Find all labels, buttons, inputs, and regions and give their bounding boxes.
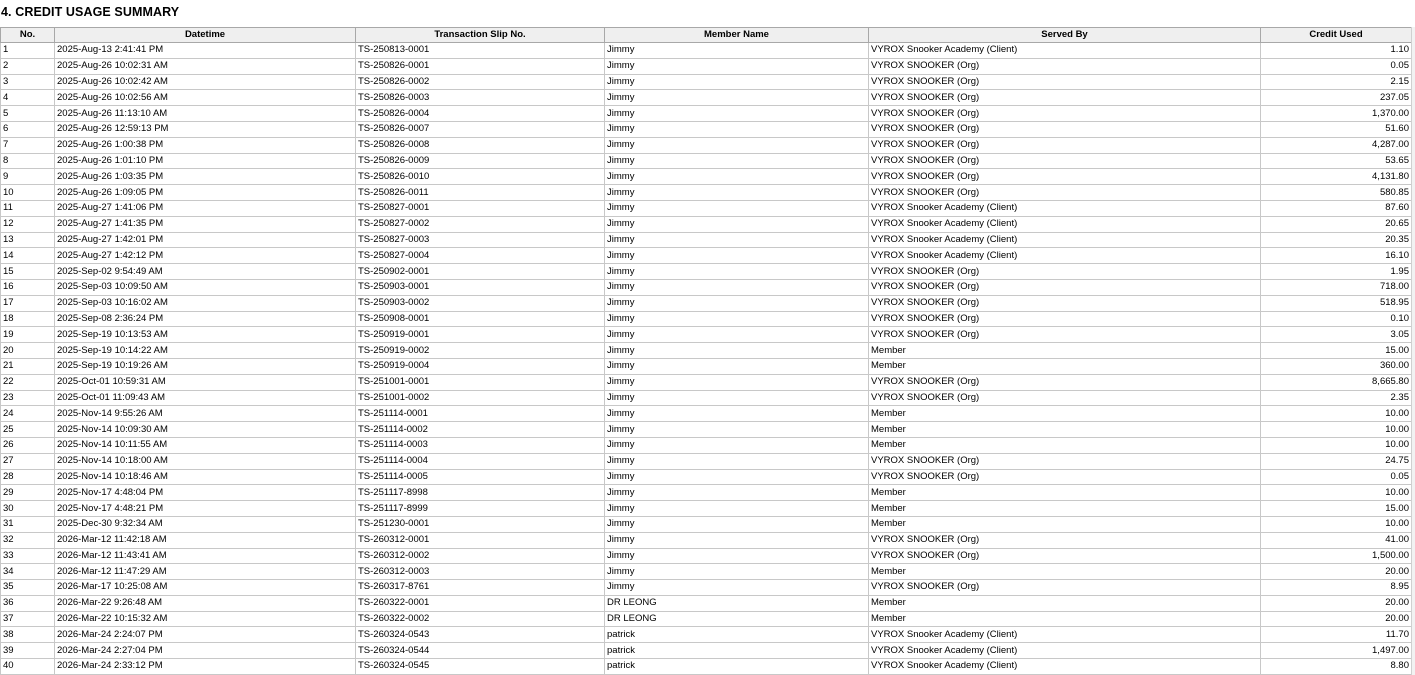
cell-credit-used: 1.95 (1261, 264, 1412, 280)
table-body (1, 43, 1412, 675)
cell-served-by: VYROX SNOOKER (Org) (869, 90, 1261, 106)
table-row[interactable] (1, 200, 1412, 216)
cell-no: 18 (1, 311, 55, 327)
column-header-served-by[interactable]: Served By (869, 28, 1261, 43)
cell-member-name: Jimmy (605, 58, 869, 74)
cell-transaction-slip: TS-251114-0004 (356, 453, 605, 469)
cell-served-by: VYROX SNOOKER (Org) (869, 169, 1261, 185)
table-row[interactable] (1, 627, 1412, 643)
cell-credit-used: 1.10 (1261, 43, 1412, 59)
cell-member-name: Jimmy (605, 453, 869, 469)
cell-no: 15 (1, 264, 55, 280)
cell-member-name: Jimmy (605, 200, 869, 216)
table-row[interactable] (1, 43, 1412, 59)
cell-no: 30 (1, 501, 55, 517)
cell-served-by: VYROX SNOOKER (Org) (869, 153, 1261, 169)
column-header-transaction-slip[interactable]: Transaction Slip No. (356, 28, 605, 43)
table-row[interactable] (1, 311, 1412, 327)
table-row[interactable] (1, 185, 1412, 201)
table-row[interactable] (1, 121, 1412, 137)
cell-member-name: DR LEONG (605, 611, 869, 627)
cell-transaction-slip: TS-250827-0004 (356, 248, 605, 264)
cell-transaction-slip: TS-250826-0004 (356, 106, 605, 122)
cell-transaction-slip: TS-260322-0001 (356, 595, 605, 611)
cell-transaction-slip: TS-251114-0002 (356, 422, 605, 438)
table-row[interactable] (1, 169, 1412, 185)
cell-served-by: Member (869, 422, 1261, 438)
cell-no: 36 (1, 595, 55, 611)
cell-served-by: VYROX Snooker Academy (Client) (869, 200, 1261, 216)
table-row[interactable] (1, 501, 1412, 517)
cell-transaction-slip: TS-250826-0011 (356, 185, 605, 201)
cell-credit-used: 3.05 (1261, 327, 1412, 343)
cell-credit-used: 10.00 (1261, 406, 1412, 422)
cell-credit-used: 20.00 (1261, 595, 1412, 611)
cell-datetime: 2026-Mar-22 10:15:32 AM (55, 611, 356, 627)
cell-credit-used: 718.00 (1261, 279, 1412, 295)
cell-datetime: 2025-Nov-14 10:18:00 AM (55, 453, 356, 469)
cell-no: 19 (1, 327, 55, 343)
cell-datetime: 2025-Aug-27 1:41:06 PM (55, 200, 356, 216)
cell-member-name: Jimmy (605, 358, 869, 374)
cell-datetime: 2025-Sep-19 10:19:26 AM (55, 358, 356, 374)
cell-transaction-slip: TS-250826-0002 (356, 74, 605, 90)
cell-transaction-slip: TS-260317-8761 (356, 580, 605, 596)
cell-datetime: 2026-Mar-12 11:43:41 AM (55, 548, 356, 564)
table-row[interactable] (1, 437, 1412, 453)
table-row[interactable] (1, 611, 1412, 627)
cell-datetime: 2025-Sep-02 9:54:49 AM (55, 264, 356, 280)
cell-transaction-slip: TS-251117-8998 (356, 485, 605, 501)
cell-member-name: Jimmy (605, 169, 869, 185)
cell-credit-used: 580.85 (1261, 185, 1412, 201)
cell-member-name: Jimmy (605, 279, 869, 295)
table-row[interactable] (1, 516, 1412, 532)
cell-member-name: Jimmy (605, 548, 869, 564)
cell-transaction-slip: TS-251114-0005 (356, 469, 605, 485)
cell-served-by: VYROX Snooker Academy (Client) (869, 248, 1261, 264)
cell-datetime: 2026-Mar-24 2:27:04 PM (55, 643, 356, 659)
cell-no: 21 (1, 358, 55, 374)
cell-transaction-slip: TS-250826-0007 (356, 121, 605, 137)
table-row[interactable] (1, 659, 1412, 675)
table-row[interactable] (1, 643, 1412, 659)
cell-datetime: 2025-Sep-03 10:16:02 AM (55, 295, 356, 311)
table-row[interactable] (1, 58, 1412, 74)
cell-no: 3 (1, 74, 55, 90)
table-row[interactable] (1, 564, 1412, 580)
cell-served-by: Member (869, 501, 1261, 517)
cell-transaction-slip: TS-260312-0002 (356, 548, 605, 564)
cell-served-by: Member (869, 595, 1261, 611)
cell-datetime: 2025-Aug-26 1:03:35 PM (55, 169, 356, 185)
cell-transaction-slip: TS-251001-0001 (356, 374, 605, 390)
table-row[interactable] (1, 153, 1412, 169)
cell-transaction-slip: TS-250919-0001 (356, 327, 605, 343)
cell-credit-used: 4,287.00 (1261, 137, 1412, 153)
cell-no: 20 (1, 343, 55, 359)
cell-member-name: Jimmy (605, 469, 869, 485)
table-row[interactable] (1, 469, 1412, 485)
cell-no: 37 (1, 611, 55, 627)
cell-datetime: 2026-Mar-22 9:26:48 AM (55, 595, 356, 611)
cell-credit-used: 11.70 (1261, 627, 1412, 643)
cell-member-name: Jimmy (605, 264, 869, 280)
table-row[interactable] (1, 358, 1412, 374)
cell-served-by: VYROX SNOOKER (Org) (869, 58, 1261, 74)
cell-member-name: Jimmy (605, 43, 869, 59)
cell-datetime: 2025-Sep-19 10:13:53 AM (55, 327, 356, 343)
cell-no: 40 (1, 659, 55, 675)
table-row[interactable] (1, 279, 1412, 295)
cell-datetime: 2026-Mar-24 2:24:07 PM (55, 627, 356, 643)
cell-no: 2 (1, 58, 55, 74)
table-row[interactable] (1, 390, 1412, 406)
cell-served-by: Member (869, 611, 1261, 627)
cell-no: 27 (1, 453, 55, 469)
cell-datetime: 2025-Aug-26 10:02:42 AM (55, 74, 356, 90)
cell-credit-used: 10.00 (1261, 437, 1412, 453)
cell-member-name: Jimmy (605, 580, 869, 596)
cell-no: 31 (1, 516, 55, 532)
cell-member-name: Jimmy (605, 390, 869, 406)
scrollbar-track[interactable] (1411, 27, 1415, 675)
column-header-credit-used[interactable]: Credit Used (1261, 28, 1412, 43)
cell-no: 10 (1, 185, 55, 201)
cell-member-name: Jimmy (605, 106, 869, 122)
cell-no: 1 (1, 43, 55, 59)
cell-no: 6 (1, 121, 55, 137)
table-row[interactable] (1, 106, 1412, 122)
cell-datetime: 2026-Mar-12 11:42:18 AM (55, 532, 356, 548)
cell-member-name: Jimmy (605, 374, 869, 390)
table-row[interactable] (1, 232, 1412, 248)
cell-served-by: VYROX SNOOKER (Org) (869, 548, 1261, 564)
cell-transaction-slip: TS-260312-0003 (356, 564, 605, 580)
cell-datetime: 2026-Mar-24 2:33:12 PM (55, 659, 356, 675)
table-row[interactable] (1, 295, 1412, 311)
cell-credit-used: 51.60 (1261, 121, 1412, 137)
cell-served-by: VYROX SNOOKER (Org) (869, 374, 1261, 390)
table-row[interactable] (1, 137, 1412, 153)
cell-datetime: 2025-Aug-26 1:01:10 PM (55, 153, 356, 169)
cell-served-by: VYROX SNOOKER (Org) (869, 264, 1261, 280)
cell-datetime: 2026-Mar-12 11:47:29 AM (55, 564, 356, 580)
cell-served-by: VYROX Snooker Academy (Client) (869, 43, 1261, 59)
cell-member-name: Jimmy (605, 185, 869, 201)
table-row[interactable] (1, 264, 1412, 280)
cell-no: 35 (1, 580, 55, 596)
cell-credit-used: 8.95 (1261, 580, 1412, 596)
cell-transaction-slip: TS-260312-0001 (356, 532, 605, 548)
table-row[interactable] (1, 548, 1412, 564)
cell-served-by: VYROX SNOOKER (Org) (869, 74, 1261, 90)
cell-no: 33 (1, 548, 55, 564)
cell-credit-used: 0.10 (1261, 311, 1412, 327)
cell-no: 22 (1, 374, 55, 390)
cell-datetime: 2025-Nov-14 10:11:55 AM (55, 437, 356, 453)
table-row[interactable] (1, 532, 1412, 548)
cell-transaction-slip: TS-260324-0543 (356, 627, 605, 643)
cell-credit-used: 8.80 (1261, 659, 1412, 675)
cell-credit-used: 4,131.80 (1261, 169, 1412, 185)
cell-transaction-slip: TS-250827-0001 (356, 200, 605, 216)
cell-credit-used: 15.00 (1261, 501, 1412, 517)
cell-credit-used: 41.00 (1261, 532, 1412, 548)
table-row[interactable] (1, 74, 1412, 90)
cell-no: 23 (1, 390, 55, 406)
cell-transaction-slip: TS-260324-0544 (356, 643, 605, 659)
cell-member-name: Jimmy (605, 327, 869, 343)
cell-member-name: Jimmy (605, 564, 869, 580)
cell-served-by: VYROX Snooker Academy (Client) (869, 232, 1261, 248)
cell-datetime: 2025-Aug-27 1:42:01 PM (55, 232, 356, 248)
cell-credit-used: 360.00 (1261, 358, 1412, 374)
cell-served-by: Member (869, 516, 1261, 532)
table-row[interactable] (1, 374, 1412, 390)
cell-transaction-slip: TS-250919-0004 (356, 358, 605, 374)
cell-datetime: 2025-Aug-26 11:13:10 AM (55, 106, 356, 122)
table-row[interactable] (1, 580, 1412, 596)
cell-transaction-slip: TS-250827-0002 (356, 216, 605, 232)
cell-served-by: VYROX SNOOKER (Org) (869, 390, 1261, 406)
cell-member-name: Jimmy (605, 437, 869, 453)
cell-member-name: Jimmy (605, 485, 869, 501)
cell-transaction-slip: TS-250827-0003 (356, 232, 605, 248)
cell-no: 24 (1, 406, 55, 422)
cell-member-name: Jimmy (605, 501, 869, 517)
cell-datetime: 2025-Aug-26 1:09:05 PM (55, 185, 356, 201)
cell-no: 25 (1, 422, 55, 438)
cell-credit-used: 2.35 (1261, 390, 1412, 406)
cell-served-by: VYROX SNOOKER (Org) (869, 327, 1261, 343)
table-header (1, 28, 1412, 43)
cell-credit-used: 1,370.00 (1261, 106, 1412, 122)
cell-no: 4 (1, 90, 55, 106)
cell-served-by: Member (869, 437, 1261, 453)
cell-served-by: VYROX SNOOKER (Org) (869, 121, 1261, 137)
cell-datetime: 2025-Dec-30 9:32:34 AM (55, 516, 356, 532)
table-row[interactable] (1, 422, 1412, 438)
cell-no: 14 (1, 248, 55, 264)
cell-credit-used: 0.05 (1261, 469, 1412, 485)
table-row[interactable] (1, 343, 1412, 359)
cell-served-by: VYROX Snooker Academy (Client) (869, 659, 1261, 675)
cell-member-name: Jimmy (605, 216, 869, 232)
cell-served-by: VYROX SNOOKER (Org) (869, 469, 1261, 485)
cell-credit-used: 53.65 (1261, 153, 1412, 169)
credit-usage-table (0, 27, 1412, 675)
cell-datetime: 2025-Aug-26 10:02:31 AM (55, 58, 356, 74)
column-header-no[interactable]: No. (1, 28, 55, 43)
cell-member-name: Jimmy (605, 232, 869, 248)
cell-served-by: VYROX Snooker Academy (Client) (869, 627, 1261, 643)
cell-credit-used: 237.05 (1261, 90, 1412, 106)
cell-datetime: 2025-Aug-13 2:41:41 PM (55, 43, 356, 59)
cell-no: 7 (1, 137, 55, 153)
cell-credit-used: 87.60 (1261, 200, 1412, 216)
cell-transaction-slip: TS-260322-0002 (356, 611, 605, 627)
cell-served-by: VYROX SNOOKER (Org) (869, 137, 1261, 153)
cell-no: 29 (1, 485, 55, 501)
cell-no: 26 (1, 437, 55, 453)
cell-transaction-slip: TS-250826-0008 (356, 137, 605, 153)
cell-transaction-slip: TS-250903-0001 (356, 279, 605, 295)
cell-no: 13 (1, 232, 55, 248)
cell-credit-used: 2.15 (1261, 74, 1412, 90)
cell-credit-used: 20.00 (1261, 564, 1412, 580)
cell-transaction-slip: TS-260324-0545 (356, 659, 605, 675)
cell-member-name: Jimmy (605, 343, 869, 359)
cell-served-by: VYROX SNOOKER (Org) (869, 106, 1261, 122)
cell-no: 12 (1, 216, 55, 232)
cell-transaction-slip: TS-250826-0009 (356, 153, 605, 169)
cell-no: 5 (1, 106, 55, 122)
cell-served-by: VYROX Snooker Academy (Client) (869, 643, 1261, 659)
cell-credit-used: 24.75 (1261, 453, 1412, 469)
cell-transaction-slip: TS-251117-8999 (356, 501, 605, 517)
table-row[interactable] (1, 485, 1412, 501)
column-header-member-name[interactable]: Member Name (605, 28, 869, 43)
cell-transaction-slip: TS-250903-0002 (356, 295, 605, 311)
cell-transaction-slip: TS-250826-0010 (356, 169, 605, 185)
table-row[interactable] (1, 248, 1412, 264)
cell-member-name: patrick (605, 643, 869, 659)
cell-member-name: Jimmy (605, 532, 869, 548)
table-row[interactable] (1, 327, 1412, 343)
cell-transaction-slip: TS-250919-0002 (356, 343, 605, 359)
cell-served-by: Member (869, 343, 1261, 359)
cell-datetime: 2025-Nov-17 4:48:21 PM (55, 501, 356, 517)
cell-member-name: Jimmy (605, 121, 869, 137)
cell-datetime: 2026-Mar-17 10:25:08 AM (55, 580, 356, 596)
table-row[interactable] (1, 90, 1412, 106)
cell-credit-used: 20.35 (1261, 232, 1412, 248)
cell-datetime: 2025-Nov-14 10:09:30 AM (55, 422, 356, 438)
cell-served-by: VYROX Snooker Academy (Client) (869, 216, 1261, 232)
cell-transaction-slip: TS-250813-0001 (356, 43, 605, 59)
cell-served-by: Member (869, 485, 1261, 501)
cell-served-by: VYROX SNOOKER (Org) (869, 185, 1261, 201)
cell-credit-used: 1,500.00 (1261, 548, 1412, 564)
cell-member-name: Jimmy (605, 311, 869, 327)
cell-credit-used: 1,497.00 (1261, 643, 1412, 659)
cell-no: 9 (1, 169, 55, 185)
cell-served-by: VYROX SNOOKER (Org) (869, 311, 1261, 327)
cell-datetime: 2025-Nov-14 10:18:46 AM (55, 469, 356, 485)
table-row[interactable] (1, 595, 1412, 611)
cell-credit-used: 20.00 (1261, 611, 1412, 627)
cell-member-name: Jimmy (605, 137, 869, 153)
cell-served-by: Member (869, 358, 1261, 374)
cell-credit-used: 10.00 (1261, 485, 1412, 501)
cell-datetime: 2025-Oct-01 10:59:31 AM (55, 374, 356, 390)
cell-served-by: VYROX SNOOKER (Org) (869, 580, 1261, 596)
cell-member-name: Jimmy (605, 516, 869, 532)
report-title: 4. CREDIT USAGE SUMMARY (1, 5, 180, 19)
cell-no: 39 (1, 643, 55, 659)
cell-transaction-slip: TS-251114-0003 (356, 437, 605, 453)
cell-no: 16 (1, 279, 55, 295)
header-row (1, 28, 1412, 43)
cell-member-name: patrick (605, 627, 869, 643)
cell-credit-used: 20.65 (1261, 216, 1412, 232)
cell-transaction-slip: TS-251001-0002 (356, 390, 605, 406)
cell-transaction-slip: TS-250826-0001 (356, 58, 605, 74)
cell-credit-used: 16.10 (1261, 248, 1412, 264)
cell-datetime: 2025-Sep-03 10:09:50 AM (55, 279, 356, 295)
cell-credit-used: 15.00 (1261, 343, 1412, 359)
cell-no: 32 (1, 532, 55, 548)
cell-datetime: 2025-Aug-27 1:41:35 PM (55, 216, 356, 232)
cell-no: 8 (1, 153, 55, 169)
cell-served-by: Member (869, 406, 1261, 422)
cell-member-name: Jimmy (605, 153, 869, 169)
cell-datetime: 2025-Aug-26 12:59:13 PM (55, 121, 356, 137)
cell-transaction-slip: TS-250902-0001 (356, 264, 605, 280)
cell-no: 34 (1, 564, 55, 580)
cell-datetime: 2025-Aug-26 1:00:38 PM (55, 137, 356, 153)
cell-member-name: patrick (605, 659, 869, 675)
cell-transaction-slip: TS-250908-0001 (356, 311, 605, 327)
cell-served-by: Member (869, 564, 1261, 580)
cell-datetime: 2025-Sep-19 10:14:22 AM (55, 343, 356, 359)
cell-datetime: 2025-Nov-14 9:55:26 AM (55, 406, 356, 422)
cell-credit-used: 518.95 (1261, 295, 1412, 311)
cell-served-by: VYROX SNOOKER (Org) (869, 453, 1261, 469)
cell-member-name: Jimmy (605, 90, 869, 106)
cell-datetime: 2025-Oct-01 11:09:43 AM (55, 390, 356, 406)
table-row[interactable] (1, 406, 1412, 422)
cell-served-by: VYROX SNOOKER (Org) (869, 532, 1261, 548)
cell-transaction-slip: TS-251114-0001 (356, 406, 605, 422)
cell-datetime: 2025-Sep-08 2:36:24 PM (55, 311, 356, 327)
cell-member-name: DR LEONG (605, 595, 869, 611)
cell-datetime: 2025-Aug-26 10:02:56 AM (55, 90, 356, 106)
cell-datetime: 2025-Aug-27 1:42:12 PM (55, 248, 356, 264)
cell-credit-used: 0.05 (1261, 58, 1412, 74)
cell-credit-used: 8,665.80 (1261, 374, 1412, 390)
cell-datetime: 2025-Nov-17 4:48:04 PM (55, 485, 356, 501)
cell-member-name: Jimmy (605, 248, 869, 264)
cell-transaction-slip: TS-251230-0001 (356, 516, 605, 532)
cell-no: 28 (1, 469, 55, 485)
cell-served-by: VYROX SNOOKER (Org) (869, 279, 1261, 295)
cell-transaction-slip: TS-250826-0003 (356, 90, 605, 106)
cell-member-name: Jimmy (605, 74, 869, 90)
cell-member-name: Jimmy (605, 422, 869, 438)
cell-served-by: VYROX SNOOKER (Org) (869, 295, 1261, 311)
cell-member-name: Jimmy (605, 406, 869, 422)
cell-no: 17 (1, 295, 55, 311)
cell-member-name: Jimmy (605, 295, 869, 311)
cell-credit-used: 10.00 (1261, 422, 1412, 438)
cell-no: 11 (1, 200, 55, 216)
cell-no: 38 (1, 627, 55, 643)
cell-credit-used: 10.00 (1261, 516, 1412, 532)
table-row[interactable] (1, 216, 1412, 232)
column-header-datetime[interactable]: Datetime (55, 28, 356, 43)
table-row[interactable] (1, 453, 1412, 469)
